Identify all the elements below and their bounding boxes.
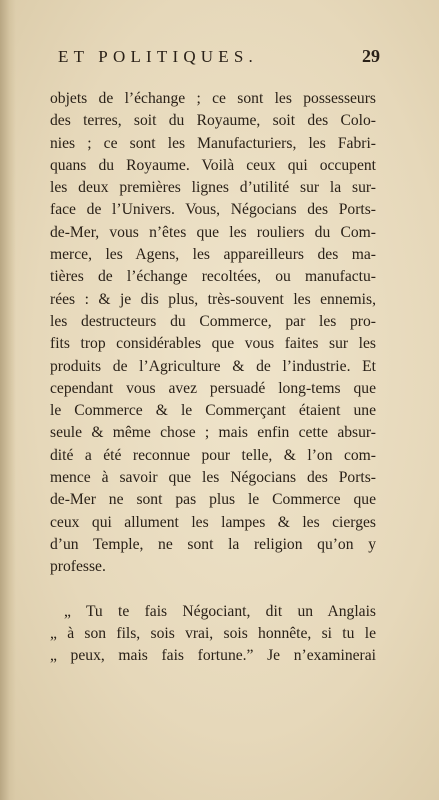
text-line: les destructeurs du Commerce, par les pro- [50,312,376,330]
text-line: professe. [50,558,106,576]
quote-line: „ Tu te fais Négociant, dit un Anglais [64,602,376,620]
text-line: rées : & je dis plus, très-souvent les ennemis, [50,290,376,308]
page-gutter-shadow [0,0,16,800]
text-line: face de l’Univers. Vous, Négocians des Ports- [50,201,376,219]
quote-line: „ à son fils, sois vrai, sois honnête, si tu le [50,625,376,643]
text-line: d’un Temple, ne sont la religion qu’on y [50,535,376,553]
text-line: nies ; ce sont les Manufacturiers, les Fabri- [50,134,376,152]
text-line: tières de l’échange recoltées, ou manufactu- [50,268,376,286]
quote-line: „ peux, mais fais fortune.” Je n’examinerai [50,647,376,665]
text-line: cependant vous avez persuadé long-tems que [50,379,376,397]
text-line: le Commerce & le Commerçant étaient une [50,402,376,420]
text-line: merce, les Agens, les appareilleurs des ma- [50,246,376,264]
paragraph-gap [50,579,376,601]
text-line: de-Mer ne sont pas plus le Commerce que [50,491,376,509]
text-line: dité a été reconnue pour telle, & l’on com- [50,446,376,464]
text-line: ceux qui allument les lampes & les cierges [50,513,376,531]
body-text [50,88,376,668]
text-line: quans du Royaume. Voilà ceux qui occupent [50,156,376,174]
text-line: objets de l’échange ; ce sont les possesseurs [50,90,376,107]
text-line: des terres, soit du Royaume, soit des Colo- [50,112,376,130]
running-header [58,46,380,72]
page-number: 29 [362,46,380,66]
text-line: fits trop considérables que vous faites sur les [50,335,376,353]
text-line: produits de l’Agriculture & de l’industrie. Et [50,357,376,375]
text-line: seule & même chose ; mais enfin cette absur- [50,424,376,442]
text-line: de-Mer, vous n’êtes que les rouliers du Com- [50,223,376,241]
running-title: ET POLITIQUES. [58,47,258,66]
text-line: mence à savoir que les Négocians des Ports- [50,469,376,487]
text-line: les deux premières lignes d’utilité sur la sur- [50,179,376,197]
